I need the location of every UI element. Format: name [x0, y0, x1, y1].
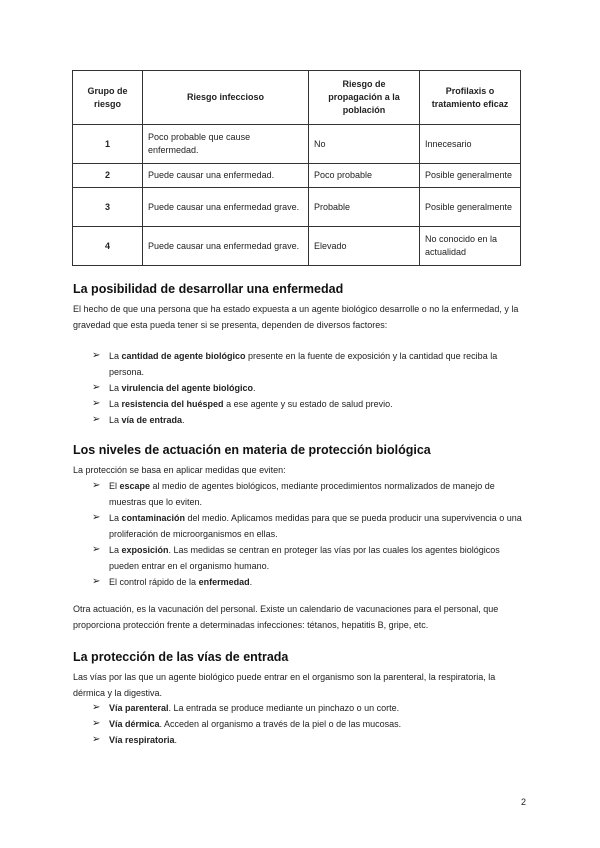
vaccination-paragraph: Otra actuación, es la vacunación del personal. Existe un calendario de vacunaciones para el personal, que proporciona protección frente a determinadas infecciones: tétanos, hepatitis B, gripe, etc. [73, 604, 499, 630]
list-item: ➢ La vía de entrada. [92, 412, 528, 428]
cell-spread: Poco probable [309, 164, 420, 188]
risk-group-table [72, 70, 521, 266]
section-heading-disease: La posibilidad de desarrollar una enfermedad [73, 282, 344, 296]
cell-risk: Puede causar una enfermedad grave. [143, 227, 309, 266]
arrow-bullet-icon: ➢ [92, 398, 101, 409]
cell-treatment: No conocido en la actualidad [420, 227, 521, 266]
section-intro-routes: Las vías por las que un agente biológico puede entrar en el organismo son la parenteral, la respiratoria, la dérmica y la digestiva. [73, 672, 496, 698]
list-item: ➢ Vía dérmica. Acceden al organismo a través de la piel o de las mucosas. [92, 716, 528, 732]
cell-treatment: Posible generalmente [420, 188, 521, 227]
list-item: ➢ Vía parenteral. La entrada se produce mediante un pinchazo o un corte. [92, 700, 528, 716]
list-item: ➢ La contaminación del medio. Aplicamos medidas para que se pueda producir una supervivencia o una proliferación de microorganismos en ellas. [92, 512, 522, 539]
table-header-row [73, 71, 521, 125]
cell-risk: Poco probable que cause enfermedad. [143, 125, 309, 164]
header-infectious-risk: Riesgo infeccioso [143, 71, 309, 125]
list-item: ➢ El escape al medio de agentes biológicos, mediante procedimientos normalizados de manejo de muestras que lo eviten. [92, 480, 495, 507]
arrow-bullet-icon: ➢ [92, 512, 101, 523]
page-number: 2 [521, 797, 527, 807]
cell-treatment: Innecesario [420, 125, 521, 164]
cell-spread: Elevado [309, 227, 420, 266]
table-row [73, 164, 521, 188]
section-heading-entry-routes: La protección de las vías de entrada [73, 650, 289, 664]
table-row [73, 227, 521, 266]
cell-treatment: Posible generalmente [420, 164, 521, 188]
factor-list [92, 348, 528, 428]
cell-risk: Puede causar una enfermedad grave. [143, 188, 309, 227]
list-item: ➢ Vía respiratoria. [92, 732, 528, 748]
arrow-bullet-icon: ➢ [92, 544, 101, 555]
cell-group: 1 [73, 125, 143, 164]
arrow-bullet-icon: ➢ [92, 718, 101, 729]
cell-risk: Puede causar una enfermedad. [143, 164, 309, 188]
arrow-bullet-icon: ➢ [92, 350, 101, 361]
arrow-bullet-icon: ➢ [92, 576, 101, 587]
list-item: ➢ La virulencia del agente biológico. [92, 380, 528, 396]
cell-spread: No [309, 125, 420, 164]
section-intro-disease: El hecho de que una persona que ha estado expuesta a un agente biológico desarrolle o no la enfermedad, y la gravedad que esta pueda tener si se presenta, dependen de diversos factores: [73, 304, 519, 330]
arrow-bullet-icon: ➢ [92, 734, 101, 745]
arrow-bullet-icon: ➢ [92, 414, 101, 425]
cell-spread: Probable [309, 188, 420, 227]
list-item: ➢ La cantidad de agente biológico presente en la fuente de exposición y la cantidad que reciba la persona. [92, 350, 498, 377]
arrow-bullet-icon: ➢ [92, 702, 101, 713]
arrow-bullet-icon: ➢ [92, 480, 101, 491]
header-treatment: Profilaxis o tratamiento eficaz [420, 71, 521, 125]
list-item: ➢ La exposición. Las medidas se centran en proteger las vías por las cuales los agentes biológicos pueden entrar en el organismo humano. [92, 544, 500, 571]
section-heading-protection-levels: Los niveles de actuación en materia de protección biológica [73, 443, 431, 457]
arrow-bullet-icon: ➢ [92, 382, 101, 393]
table-row [73, 125, 521, 164]
header-risk-group: Grupo de riesgo [73, 71, 143, 125]
measure-list [92, 478, 528, 590]
cell-group: 3 [73, 188, 143, 227]
cell-group: 2 [73, 164, 143, 188]
list-item: ➢ El control rápido de la enfermedad. [92, 574, 528, 590]
header-spread-risk: Riesgo de propagación a la población [309, 71, 420, 125]
list-item: ➢ La resistencia del huésped a ese agente y su estado de salud previo. [92, 396, 528, 412]
table-row [73, 188, 521, 227]
section-intro-protection: La protección se basa en aplicar medidas que eviten: [73, 465, 286, 475]
route-list [92, 700, 528, 748]
cell-group: 4 [73, 227, 143, 266]
